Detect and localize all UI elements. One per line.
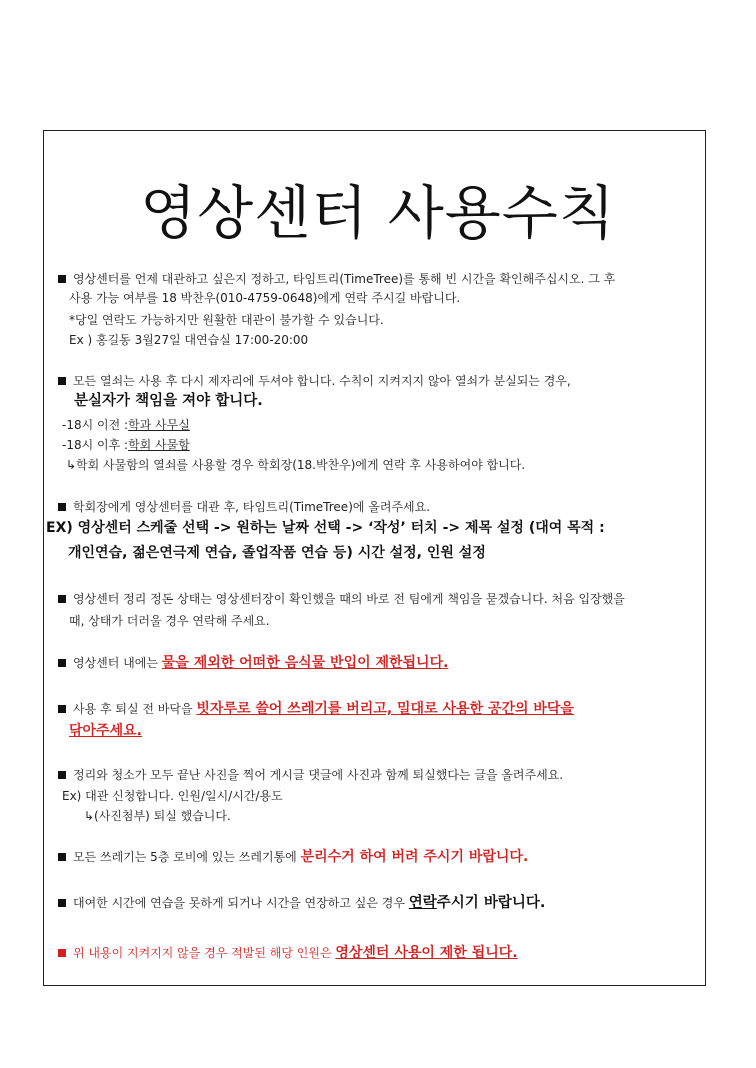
rule-6-line-1: 사용 후 퇴실 전 바닥을 빗자루로 쓸어 쓰레기를 버리고, 밀대로 사용한 공간의 바닥을 [58, 702, 574, 717]
rule-10: 위 내용이 지켜지지 않을 경우 적발된 해당 인원은 영상센터 사용이 제한 됩니다. [58, 946, 518, 961]
square-bullet-icon [58, 771, 66, 779]
cleaning-instruction-text: 빗자루로 쓸어 쓰레기를 버리고, 밀대로 사용한 공간의 바닥을 [196, 701, 574, 717]
key-after-18: -18시 이후 :학회 사물함 [62, 438, 190, 452]
rule-4-line-2: 때, 상태가 더러울 경우 연락해 주세요. [69, 614, 270, 628]
recycling-instruction-text: 분리수거 하여 버려 주시기 바랍니다. [300, 849, 529, 865]
rule-1-note: *당일 연락도 가능하지만 원활한 대관이 불가할 수 있습니다. [69, 313, 384, 327]
rule-5: 영상센터 내에는 물을 제외한 어떠한 음식물 반입이 제한됩니다. [58, 656, 448, 671]
rule-1-example: Ex ) 홍길동 3월27일 대연습실 17:00-20:00 [69, 333, 309, 347]
rule-8: 모든 쓰레기는 5층 로비에 있는 쓰레기통에 분리수거 하여 버려 주시기 바랍니다. [58, 850, 528, 865]
square-bullet-icon [58, 705, 66, 713]
rule-7-example: Ex) 대관 신청합니다. 인원/일시/시간/용도 [62, 789, 283, 803]
rule-6-line-2: 닦아주세요. [69, 723, 142, 739]
rule-3-line-1: 학회장에게 영상센터를 대관 후, 타임트리(TimeTree)에 올려주세요. [58, 500, 430, 515]
rule-9: 대여한 시간에 연습을 못하게 되거나 시간을 연장하고 싶은 경우 연락주시기 바랍니다. [58, 896, 545, 911]
square-bullet-icon [58, 899, 66, 907]
rule-1-line-2: 사용 가능 여부를 18 박찬우(010-4759-0648)에게 연락 주시길 바랍니다. [69, 291, 461, 305]
square-bullet-icon [58, 275, 66, 283]
page-title: 영상센터 사용수칙 [140, 179, 616, 247]
rule-7-line-1: 정리와 청소가 모두 끝난 사진을 찍어 게시글 댓글에 사진과 함께 퇴실했다는 글을 올려주세요. [58, 768, 563, 783]
square-bullet-icon [58, 377, 66, 385]
square-bullet-icon [58, 503, 66, 511]
square-bullet-icon [58, 659, 66, 667]
key-before-18: -18시 이전 :학과 사무실 [62, 418, 190, 432]
rule-2-note: ↳학회 사물함의 열쇠를 사용할 경우 학회장(18.박찬우)에게 연락 후 사용하여야 합니다. [66, 458, 526, 472]
square-bullet-icon [58, 595, 66, 603]
usage-restriction-text: 영상센터 사용이 제한 됩니다. [335, 945, 518, 961]
contact-emphasis: 연락 [408, 895, 437, 911]
rule-7-note: ↳(사진첨부) 퇴실 했습니다. [84, 809, 231, 823]
rule-4-line-1: 영상센터 정리 정돈 상태는 영상센터장이 확인했을 때의 바로 전 팀에게 책임을 묻겠습니다. 처음 입장했을 [58, 592, 625, 607]
rule-2-line-1: 모든 열쇠는 사용 후 다시 제자리에 두셔야 합니다. 수칙이 지켜지지 않아 열쇠가 분실되는 경우, [58, 374, 571, 389]
square-bullet-icon [58, 853, 66, 861]
rule-3-example-1: EX) 영상센터 스케줄 선택 -> 원하는 날짜 선택 -> ‘작성’ 터치 -> 제목 설정 (대여 목적 : [46, 520, 605, 536]
square-bullet-icon [58, 949, 66, 957]
rule-2-line-2: 분실자가 책임을 져야 합니다. [74, 393, 263, 409]
office-location: 학과 사무실 [128, 418, 190, 432]
rule-3-example-2: 개인연습, 젊은연극제 연습, 졸업작품 연습 등) 시간 설정, 인원 설정 [68, 545, 486, 561]
rule-1-line-1: 영상센터를 언제 대관하고 싶은지 정하고, 타임트리(TimeTree)를 통해 빈 시간을 확인해주십시오. 그 후 [58, 272, 615, 287]
food-restriction-text: 물을 제외한 어떠한 음식물 반입이 제한됩니다. [161, 655, 449, 671]
locker-location: 학회 사물함 [128, 438, 190, 452]
